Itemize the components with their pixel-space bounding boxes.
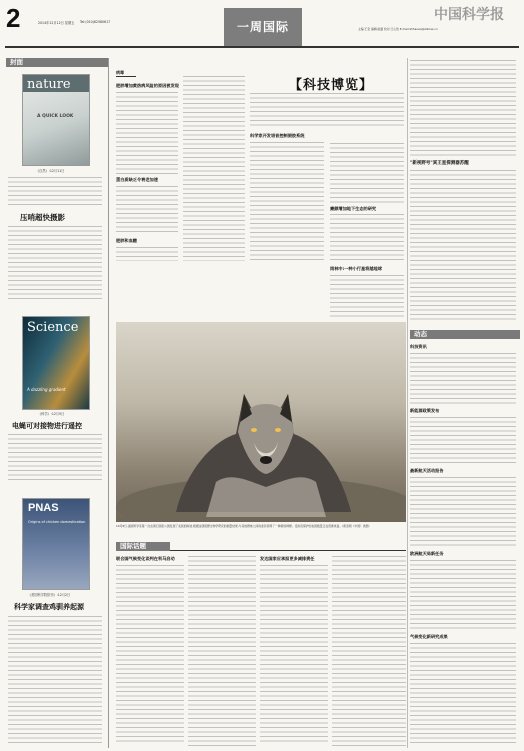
ecology-article-2 [330, 214, 404, 262]
col5-article [410, 60, 516, 156]
wolf-photo [116, 322, 406, 522]
dynamics-text-3 [410, 477, 516, 547]
nature-cover-title: nature [23, 75, 89, 92]
headline-asteroid: 雨林中:一种小行星将越地球 [330, 266, 382, 271]
headline-new-horizons: "新视野号"冥王星探测器苏醒 [410, 161, 469, 166]
banner-article [250, 93, 404, 129]
dynamics-item-5: 气候变化新研究成果 [410, 634, 448, 639]
col2-article [183, 76, 245, 261]
headline-ultrafast-photo: 压哨超快摄影 [20, 213, 65, 222]
section-banner [224, 8, 302, 46]
asteroid-article [330, 275, 404, 319]
left-column-divider [108, 58, 109, 748]
intl-col3 [260, 565, 328, 745]
prosthesis-article [250, 142, 324, 262]
pnas-caption: 《美国科学院院刊》:12月2日 [28, 593, 71, 597]
dynamics-text-4 [410, 560, 516, 630]
obesity-article [116, 92, 178, 174]
headline-obesity-yellow-fever: 肥胖增加黄热病风险的原因被发现 [116, 83, 179, 88]
pnas-cover-title: PNAS [28, 502, 59, 514]
right-column-divider [407, 58, 408, 748]
headline-underground-ecology: 廉颇增加地下生态的研究 [330, 206, 377, 211]
ecology-article [330, 143, 404, 203]
editor-line: 主编:王宏 编辑:赵路 校对:王心怡 E-mail:zhhaoao@stimes.cn [358, 27, 438, 31]
masthead-rule [5, 46, 519, 48]
headline-remote-control: 电蝇可对接物进行遥控 [12, 422, 82, 430]
paper-logo: 中国科学报 [434, 7, 504, 23]
dynamics-section-tag: 动态 [410, 330, 520, 339]
dynamics-item-2: 新能源政策发布 [410, 408, 440, 413]
science-expo-banner: 【科技博览】 [288, 78, 373, 93]
science-cover-title: Science [27, 320, 79, 335]
section-title: 一周国际 [236, 20, 289, 34]
dynamics-item-3: 最新航天活动报告 [410, 468, 444, 473]
dynamics-text-5 [410, 643, 516, 745]
nature-cover-subtitle: A QUICK LOOK [37, 114, 74, 119]
intl-col2 [188, 556, 256, 746]
protein-article [116, 186, 178, 234]
intl-col4 [332, 556, 406, 746]
dynamics-item-1: 科技资讯 [410, 344, 427, 349]
science-caption: 《科学》:12月5日 [38, 412, 65, 416]
pnas-cover-subtitle: Origins of chicken domestication [28, 520, 86, 524]
wolf-illustration [116, 322, 406, 522]
wolf-photo-caption: 10月8日,美国科学家第一次在黄石国家公园发现了灰狼的踪迹,根据这项狼群生物学研究的测量结果,与其他群体之间的差异表明了一种新的种群。受政府保护的灰狼数量正在逐渐恢复。(新浪网《中国》供图) [116, 524, 370, 528]
headline-voice-prosthesis: 科学家开发语音控制假肢系统 [250, 133, 305, 138]
headline-chicken-origin: 科学家调查鸡驯养起源 [14, 603, 84, 611]
headline-protein-aging: 蛋白质缺乏令衰老加速 [116, 177, 158, 182]
glucose-article [116, 247, 178, 261]
lima-article [116, 565, 184, 745]
dynamics-text-2 [410, 417, 516, 465]
ultrafast-article [8, 226, 102, 300]
headline-obesity-glucose: 肥胖和血糖 [116, 238, 137, 243]
science-cover-image [22, 316, 90, 410]
chicken-origin-article [8, 616, 102, 746]
tel-line: Tel:(010)62580617 [80, 20, 111, 24]
new-horizons-article [410, 170, 516, 320]
international-section-tag: 国际话题 [116, 542, 170, 551]
headline-developed-nations: 发达国家应承担更多减排责任 [260, 556, 315, 561]
nature-blurb [8, 177, 102, 207]
international-rule [170, 550, 406, 551]
headline-lima-talks: 联合国气候变化谈判在利马启动 [116, 556, 175, 561]
page-number: 2 [6, 3, 21, 33]
dynamics-item-4: 欧洲航天局新任务 [410, 551, 444, 556]
nature-caption: 《自然》:12月11日 [36, 169, 65, 173]
nature-cover-image [22, 74, 90, 166]
top-news-tag: 病毒 [116, 70, 136, 77]
date-line: 2014年12月12日 星期五 [38, 21, 75, 25]
remote-control-article [8, 434, 102, 482]
cover-section-tag: 封面 [6, 58, 108, 67]
pnas-cover-image [22, 498, 90, 590]
science-cover-subtitle: A dazzling gradient [27, 387, 66, 392]
dynamics-text-1 [410, 353, 516, 405]
